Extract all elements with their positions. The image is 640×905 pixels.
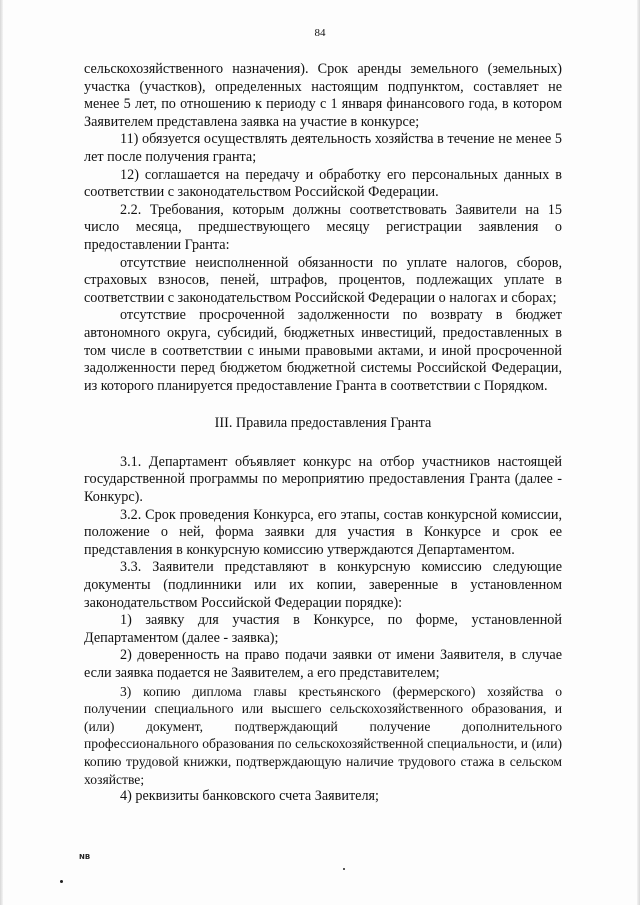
list-item-2: 2) доверенность на право подачи заявки от имени Заявителя, в случае если заявка подается не Заявителем, а его представителем; — [84, 647, 562, 681]
document-body — [84, 61, 562, 806]
paragraph-continuation: сельскохозяйственного назначения). Срок аренды земельного (земельных) участка (участков), определенных настоящим подпунктом, составляет не менее 5 лет, по отношению к периоду с 1 января финансового года, в котором Заявителем представлена заявка на участие в конкурсе; — [84, 61, 562, 130]
list-item-1: 1) заявку для участия в Конкурсе, по форме, установленной Департаментом (далее - заявка); — [84, 612, 562, 646]
paragraph-requirement-taxes: отсутствие неисполненной обязанности по уплате налогов, сборов, страховых взносов, пеней, штрафов, процентов, подлежащих уплате в соответствии с законодательством Российской Федерации о налогах и сборах; — [84, 254, 562, 306]
paragraph-item-12: 12) соглашается на передачу и обработку его персональных данных в соответствии с законодательством Российской Федерации. — [84, 166, 562, 201]
section-heading: III. Правила предоставления Гранта — [214, 415, 432, 432]
page-number: 84 — [314, 27, 326, 39]
list-item-3: 3) копию диплома главы крестьянского (фермерского) хозяйства о получении специального или высшего сельскохозяйственного образования, и (или) документ, подтверждающий получение дополнительного профессионального образования по сельскохозяйственной специальности, и (или) копию трудовой книжки, подтверждающую наличие трудового стажа в сельском хозяйстве; — [84, 683, 562, 787]
list-item-4: 4) реквизиты банковского счета Заявителя; — [120, 788, 380, 805]
paragraph-3-3: 3.3. Заявители представляют в конкурсную комиссию следующие документы (подлинники или их копии, заверенные в установленном законодательством Российской Федерации порядке): — [84, 559, 562, 611]
scan-speck — [343, 868, 345, 870]
paragraph-2-2: 2.2. Требования, которым должны соответствовать Заявители на 15 число месяца, предшествующего месяцу регистрации заявления о предоставлении Гранта: — [84, 201, 562, 253]
paragraph-requirement-debt: отсутствие просроченной задолженности по возврату в бюджет автономного округа, субсидий, бюджетных инвестиций, предоставленных в том числе в соответствии с иными правовыми актами, и иной просроченной задолженности перед бюджетом бюджетной системы Российской Федерации, из которого планируется предоставление Гранта в соответствии с Порядком. — [84, 307, 562, 394]
scan-edge-left — [0, 0, 3, 905]
footer-mark: NB — [79, 853, 91, 861]
paragraph-3-2: 3.2. Срок проведения Конкурса, его этапы, состав конкурсной комиссии, положение о ней, форма заявки для участия в Конкурсе и срок ее представления в конкурсную комиссию утверждаются Департаментом. — [84, 506, 562, 558]
paragraph-3-1: 3.1. Департамент объявляет конкурс на отбор участников настоящей государственной программы по мероприятию предоставления Гранта (далее - Конкурс). — [84, 453, 562, 506]
paragraph-item-11: 11) обязуется осуществлять деятельность хозяйства в течение не менее 5 лет после получения гранта; — [84, 131, 562, 165]
scan-speck — [60, 880, 63, 883]
